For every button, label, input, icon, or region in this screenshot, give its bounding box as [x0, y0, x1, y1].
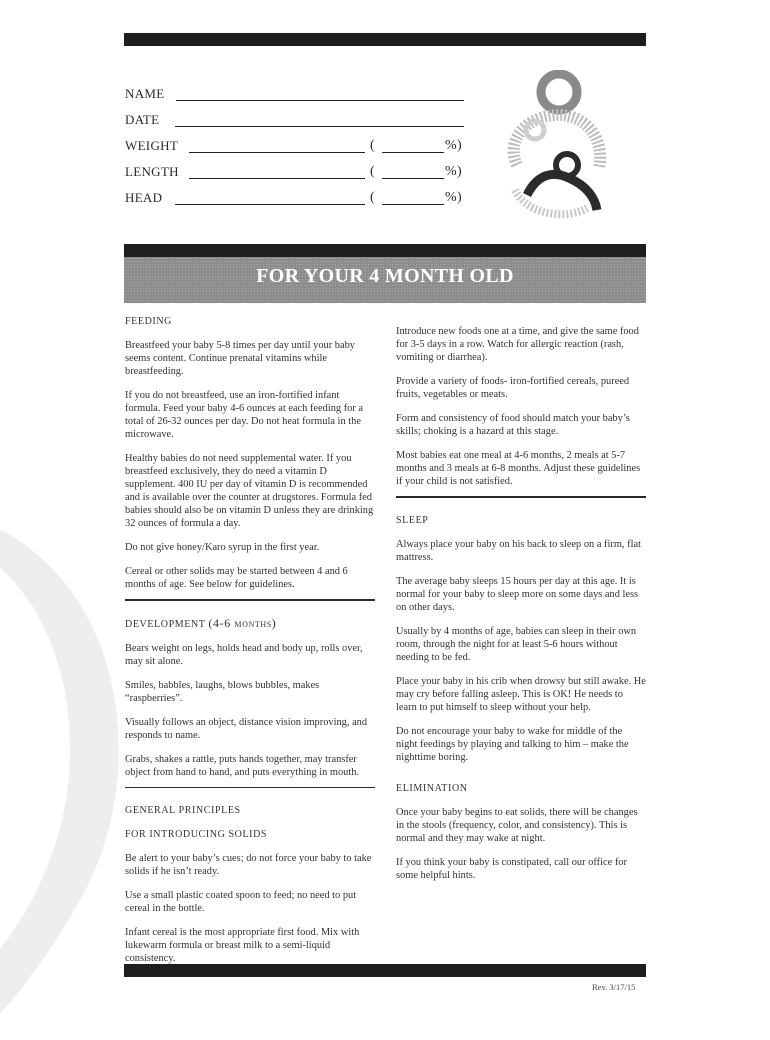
- section-divider: [125, 787, 375, 789]
- head-label: HEAD: [125, 190, 163, 205]
- sleep-heading: SLEEP: [396, 514, 429, 526]
- date-label: DATE: [125, 112, 160, 127]
- weight-percentile-line[interactable]: [382, 152, 444, 153]
- feeding-heading: FEEDING: [125, 316, 172, 327]
- page-title: FOR YOUR 4 MONTH OLD: [256, 265, 514, 287]
- sleep-paragraph: The average baby sleeps 15 hours per day at this age. It is normal for your baby to sleep more on some days and less on other days.: [396, 575, 639, 613]
- feeding-paragraph: Healthy babies do not need supplemental water. If you breastfeed exclusively, they do need a vitamin D supplement. 400 IU per day of vitamin D is recommended and is available over the counter at drugstores. Formula fed babies should also be on vitamin D unless they are drinking 32 ounces of formula a day.: [125, 453, 374, 529]
- head-percentile-line[interactable]: [382, 204, 444, 205]
- feeding-paragraph: Do not give honey/Karo syrup in the first year.: [125, 542, 320, 553]
- solids-paragraph: Introduce new foods one at a time, and give the same food for 3-5 days in a row. Watch for allergic reaction (rash, vomiting or diarrhea).: [396, 326, 639, 363]
- feeding-paragraph: If you do not breastfeed, use an iron-fortified infant formula. Feed your baby 4-6 ounces at each feeding for a total of 26-32 ounces per day. Do not heat formula in the microwave.: [125, 390, 364, 440]
- name-label: NAME: [125, 86, 165, 101]
- section-divider: [396, 496, 646, 498]
- family-logo-icon: [497, 70, 615, 220]
- sleep-paragraph: Do not encourage your baby to wake for middle of the night feedings by playing and talking to him – make the nighttime boring.: [396, 725, 629, 763]
- principles-heading: GENERAL PRINCIPLES: [125, 805, 241, 816]
- elimination-paragraph: Once your baby begins to eat solids, there will be changes in the stools (frequency, color, and consistency). This is normal and they may wake at night.: [396, 806, 638, 844]
- length-label: LENGTH: [125, 164, 179, 179]
- left-column: [125, 315, 375, 976]
- solids-paragraph: Most babies eat one meal at 4-6 months, 2 meals at 5-7 months and 3 meals at 6-8 months. Adjust these guidelines if your child is not satisfied.: [396, 450, 641, 487]
- top-rule-bar: [124, 33, 646, 46]
- principles-paragraph: Infant cereal is the most appropriate first food. Mix with lukewarm formula or breast milk to a semi-liquid consistency.: [125, 927, 360, 964]
- elimination-heading: ELIMINATION: [396, 782, 468, 794]
- name-field[interactable]: [125, 84, 465, 104]
- development-heading: DEVELOPMENT (4-6 months): [125, 615, 277, 630]
- title-banner: [124, 244, 646, 303]
- weight-label: WEIGHT: [125, 138, 179, 153]
- principles-paragraph: Use a small plastic coated spoon to feed; no need to put cereal in the bottle.: [125, 890, 357, 914]
- revision-date: Rev. 3/17/15: [592, 982, 636, 992]
- solids-paragraph: Form and consistency of food should match your baby’s skills; choking is a hazard at this stage.: [396, 413, 630, 437]
- solids-paragraph: Provide a variety of foods- iron-fortified cereals, pureed fruits, vegetables or meats.: [396, 376, 630, 400]
- sleep-paragraph: Place your baby in his crib when drowsy but still awake. He may cry before falling asleep. This is OK! He needs to learn to put himself to sleep without your help.: [396, 675, 646, 713]
- elimination-paragraph: If you think your baby is constipated, call our office for some helpful hints.: [396, 856, 627, 881]
- right-column: [396, 325, 646, 893]
- development-paragraph: Smiles, babbles, laughs, blows bubbles, makes “raspberries”.: [125, 679, 320, 704]
- weight-field[interactable]: WEIGHT ( %): [125, 138, 462, 153]
- length-field[interactable]: LENGTH ( %): [125, 164, 462, 179]
- principles-heading-line-2: FOR INTRODUCING SOLIDS: [125, 829, 268, 840]
- feeding-paragraph: Cereal or other solids may be started between 4 and 6 months of age. See below for guidelines.: [125, 566, 348, 590]
- principles-paragraph: Be alert to your baby’s cues; do not force your baby to take solids if he isn’t ready.: [125, 853, 372, 877]
- feeding-paragraph: Breastfeed your baby 5-8 times per day until your baby seems content. Continue prenatal vitamins while breastfeeding.: [125, 340, 355, 377]
- sleep-paragraph: Always place your baby on his back to sleep on a firm, flat mattress.: [396, 538, 641, 563]
- development-paragraph: Grabs, shakes a rattle, puts hands together, may transfer object from hand to hand, and puts everything in mouth.: [125, 753, 360, 778]
- length-percentile-line[interactable]: [382, 178, 444, 179]
- bottom-rule-bar: [124, 964, 646, 977]
- head-field[interactable]: HEAD ( %): [125, 190, 462, 205]
- development-paragraph: Visually follows an object, distance vision improving, and responds to name.: [125, 716, 368, 741]
- development-paragraph: Bears weight on legs, holds head and body up, rolls over, may sit alone.: [125, 642, 363, 667]
- date-field[interactable]: [125, 110, 465, 130]
- section-divider: [125, 599, 375, 601]
- sleep-paragraph: Usually by 4 months of age, babies can sleep in their own room, through the night for at least 5-6 hours without needing to be fed.: [396, 625, 637, 663]
